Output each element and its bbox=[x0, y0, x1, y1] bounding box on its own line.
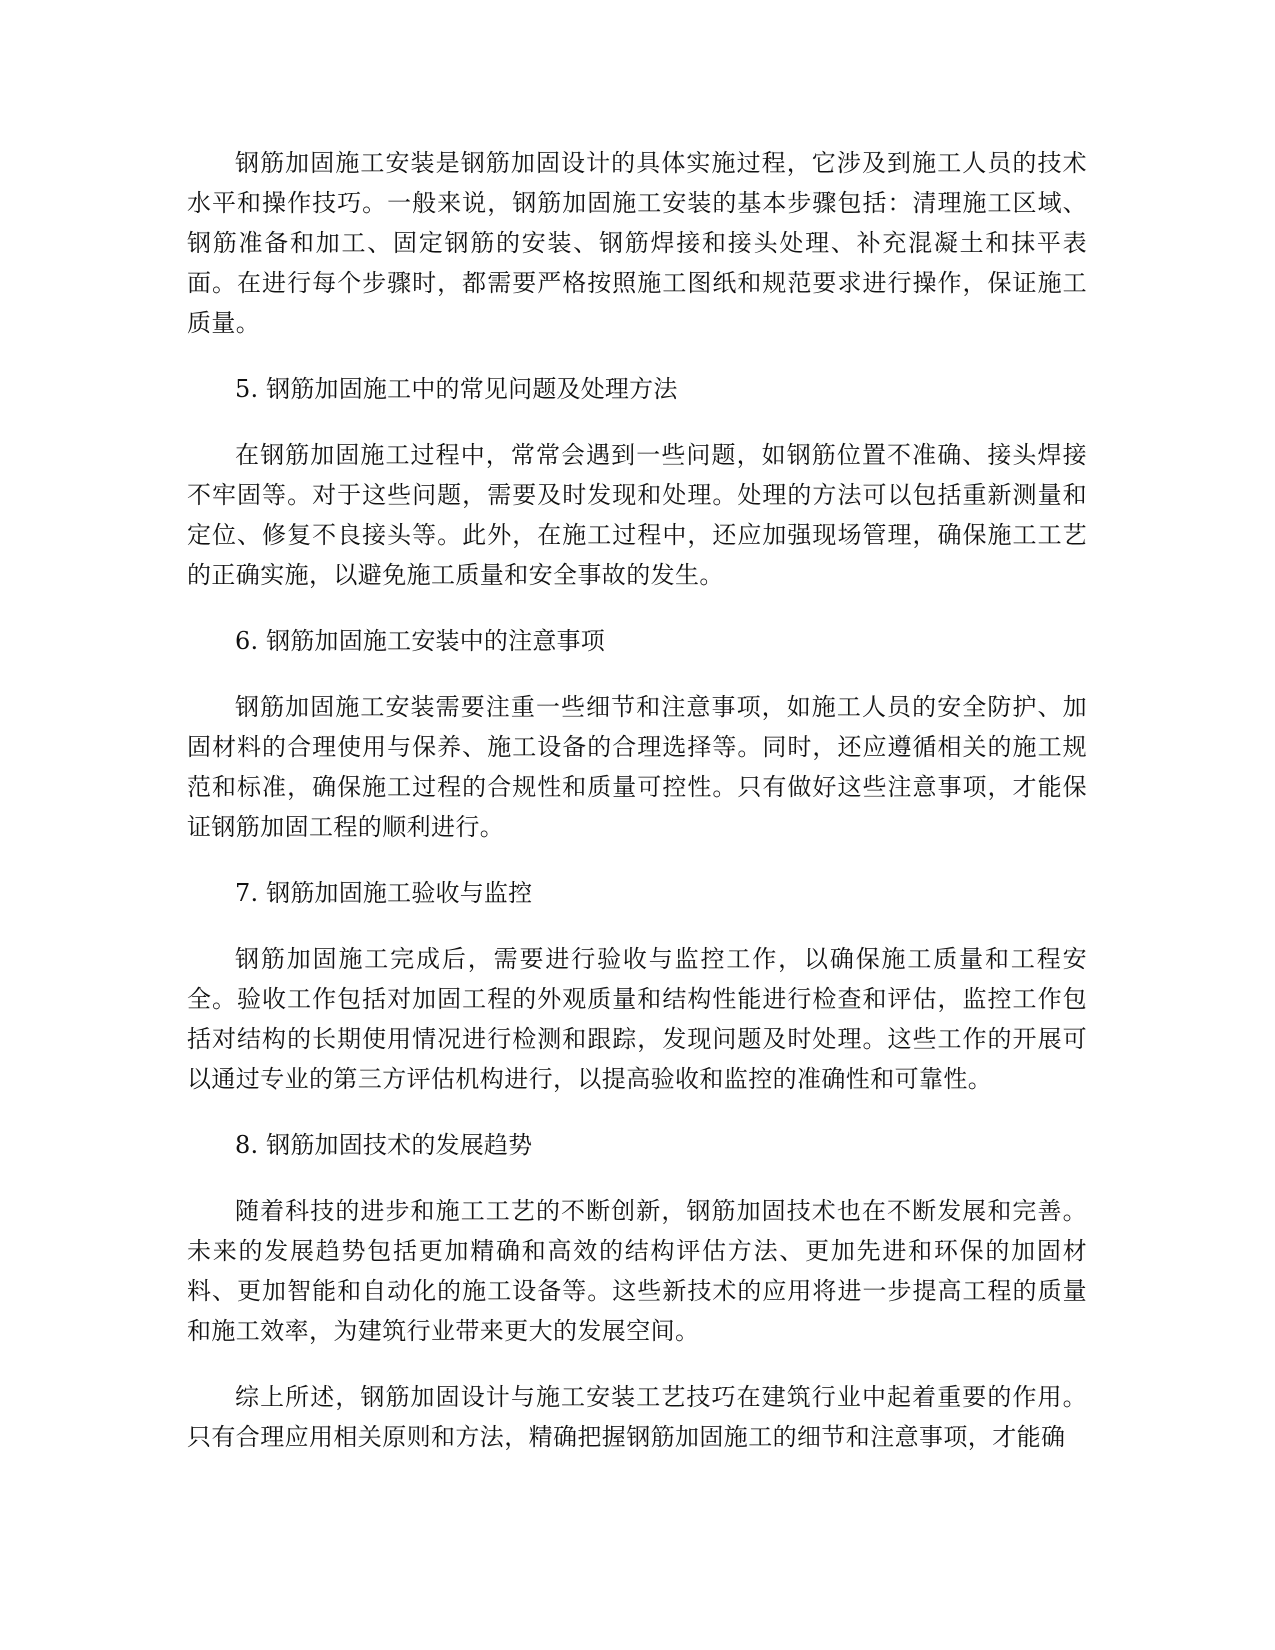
paragraph-common-problems: 在钢筋加固施工过程中，常常会遇到一些问题，如钢筋位置不准确、接头焊接不牢固等。对于这些问题，需要及时发现和处理。处理的方法可以包括重新测量和定位、修复不良接头等。此外，在施工过程中，还应加强现场管理，确保施工工艺的正确实施，以避免施工质量和安全事故的发生。 bbox=[187, 441, 1087, 589]
section-heading-7: 7. 钢筋加固施工验收与监控 bbox=[235, 879, 533, 907]
paragraph-conclusion: 综上所述，钢筋加固设计与施工安装工艺技巧在建筑行业中起着重要的作用。只有合理应用相关原则和方法，精确把握钢筋加固施工的细节和注意事项，才能确 bbox=[187, 1383, 1087, 1451]
paragraph-acceptance-monitoring: 钢筋加固施工完成后，需要进行验收与监控工作，以确保施工质量和工程安全。验收工作包括对加固工程的外观质量和结构性能进行检查和评估，监控工作包括对结构的长期使用情况进行检测和跟踪，发现问题及时处理。这些工作的开展可以通过专业的第三方评估机构进行，以提高验收和监控的准确性和可靠性。 bbox=[187, 945, 1087, 1093]
section-heading-8: 8. 钢筋加固技术的发展趋势 bbox=[235, 1131, 533, 1159]
paragraph-installation-overview: 钢筋加固施工安装是钢筋加固设计的具体实施过程，它涉及到施工人员的技术水平和操作技巧。一般来说，钢筋加固施工安装的基本步骤包括：清理施工区域、钢筋准备和加工、固定钢筋的安装、钢筋焊接和接头处理、补充混凝土和抹平表面。在进行每个步骤时，都需要严格按照施工图纸和规范要求进行操作，保证施工质量。 bbox=[187, 149, 1087, 337]
paragraph-development-trends: 随着科技的进步和施工工艺的不断创新，钢筋加固技术也在不断发展和完善。未来的发展趋势包括更加精确和高效的结构评估方法、更加先进和环保的加固材料、更加智能和自动化的施工设备等。这些新技术的应用将进一步提高工程的质量和施工效率，为建筑行业带来更大的发展空间。 bbox=[187, 1197, 1087, 1345]
section-heading-6: 6. 钢筋加固施工安装中的注意事项 bbox=[235, 627, 605, 655]
section-heading-5: 5. 钢筋加固施工中的常见问题及处理方法 bbox=[235, 375, 678, 403]
document-body bbox=[187, 143, 1087, 1483]
paragraph-precautions: 钢筋加固施工安装需要注重一些细节和注意事项，如施工人员的安全防护、加固材料的合理使用与保养、施工设备的合理选择等。同时，还应遵循相关的施工规范和标准，确保施工过程的合规性和质量可控性。只有做好这些注意事项，才能保证钢筋加固工程的顺利进行。 bbox=[187, 693, 1087, 841]
